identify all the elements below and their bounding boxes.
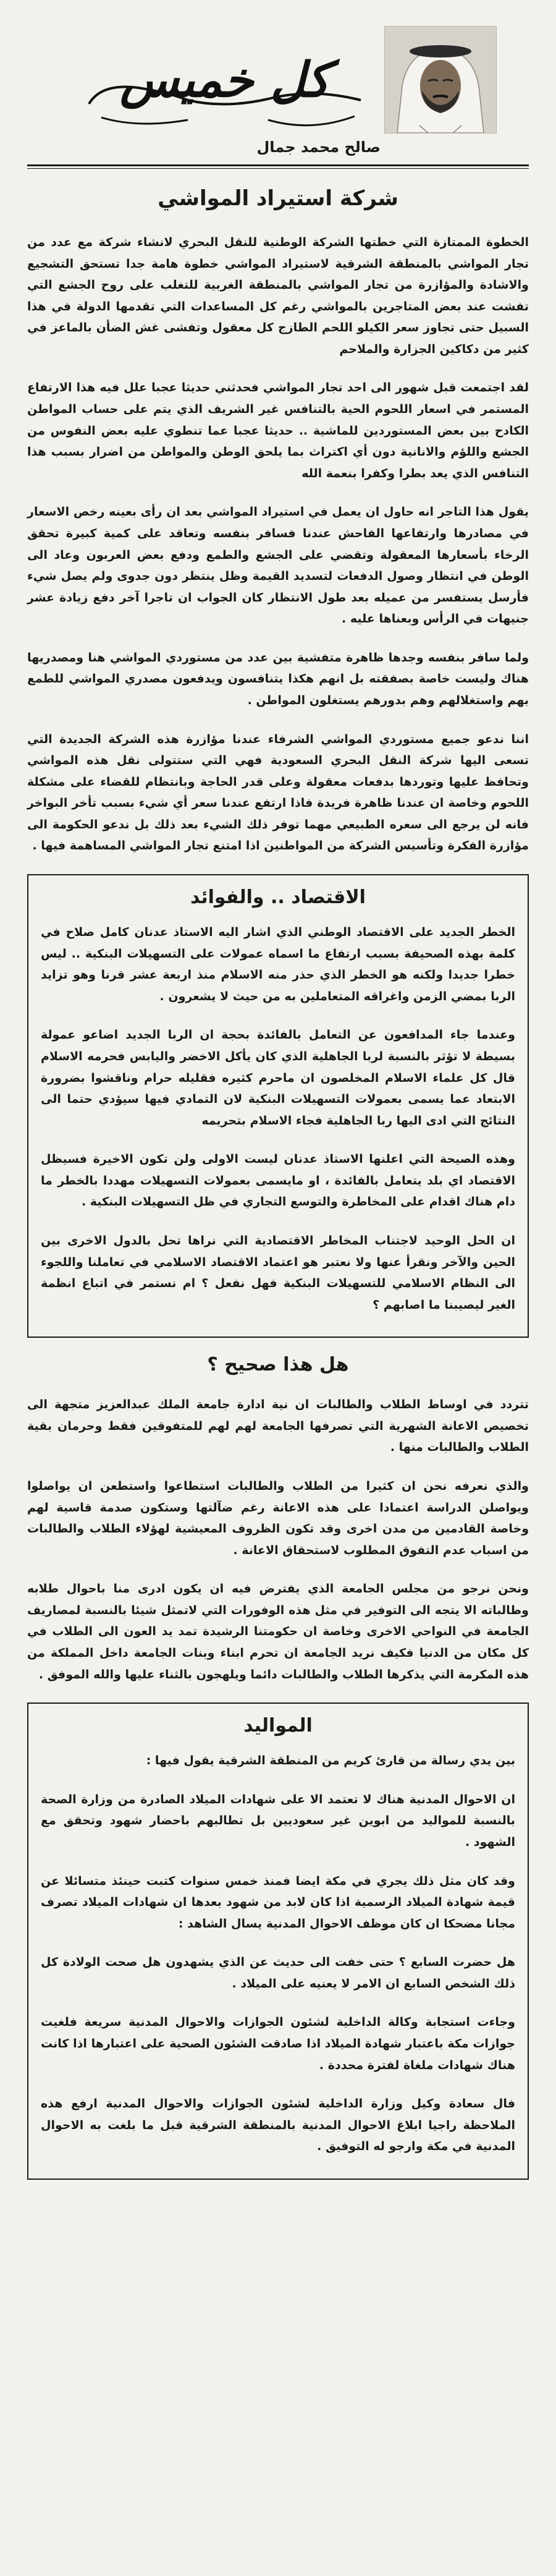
article-paragraph: الخطوة الممتازة التي خطتها الشركة الوطنية للنقل البحري لانشاء شركة مع عدد من تجار المواشي بالمنطقة الشرقية لاستيراد المواشي خطوة هامة جدا تستحق التشجيع والاشادة والمؤازرة من تجار المواشي بالمنطقة الغربية للتغلب على روح الجشع التي تفشت عند بعض المتاجرين بالمواشي رغم كل المساعدات التي تقدمها الدولة في هذا السبيل حتى تجاوز سعر الكيلو اللحم الطازج كل معقول وتفشى غش الضأن بالماعز في كثير من دكاكين الجزارة والملاحم	[27, 236, 529, 356]
births-paragraph: هل حضرت السابع ؟ حتى خفت الى حديث عن الذي يشهدون هل صحت الولادة كل ذلك الشخص السابع ان الامر لا يعنيه على الميلاد .	[41, 1955, 515, 1991]
economy-section	[27, 874, 529, 1338]
column-masthead	[27, 15, 529, 161]
article-paragraph: لقد اجتمعت قبل شهور الى احد تجار المواشي فحدثني حديثا عجبا علل فيه هذا الارتفاع المستمر في اسعار اللحوم الحية بالتنافس غير الشريف الذي يتم على حساب المواطن الكادح بين بعض المستوردين للماشية .. حديثا عجبا عما تنطوي عليه بعض النفوس من الجشع واللؤم والانانية دون أي اكتراث بما يلحق الوطن والمواطن من اضرار بسبب هذا التنافس الذي يعد بطرا وكفرا بنعمة الله	[27, 381, 529, 480]
author-photo-icon	[385, 27, 496, 133]
article-title: شركة استيراد المواشي	[158, 186, 398, 211]
economy-paragraph: وعندما جاء المدافعون عن التعامل بالفائدة بحجة ان الربا الجديد اضاعو عمولة بسيطة لا تؤثر بالنسبة لربا الجاهلية الذي كان يأكل الاخضر واليابس فحرمه الاسلام قال كل علماء الاسلام المخلصون ان ماحرم كثيره فقليله حرام وناقشوا بضرورة الابتعاد عما يسمى بعمولات التسهيلات البنكية لان التمادي فيها سيؤدي حتما الى النتائج التي ادى اليها ربا الجاهلية فجاء الاسلام بتحريمه	[41, 1028, 515, 1128]
header-divider	[27, 164, 529, 166]
is-this-true-section	[27, 1354, 529, 1685]
births-paragraph: فال سعادة وكيل وزارة الداخلية لشئون الجوازات والاحوال المدنية ارفع هذه الملاحظة راجيا ابلاغ الاحوال المدنية بالمنطقة الشرقية قبل ما بلغت به الاحوال المدنية في مكة وارجو له التوفيق .	[41, 2097, 515, 2154]
article-paragraph: اننا ندعو جميع مستوردي المواشي الشرفاء عندنا مؤازرة هذه الشركة الجديدة التي تسعى اليها شركة النقل البحري السعودية فهي التي ستتولى نقل هذه المواشي وتحافظ عليها وتوردها بدفعات معقولة وعلى قدر الحاجة وبانتظام للقضاء على مشكلة اللحوم وخاصة ان عندنا ظاهرة فريدة فاذا ارتفع عندنا سعر أي شيء بسبب تأخر البواخر فانه لن يرجع الى سعره الطبيعي مهما توفر ذلك الشيء بعد ذلك بل ندعو الحكومة الى مؤازرة الفكرة وتأسيس الشركة من المواطنين اذا امتنع تجار المواشي المساهمة فيها .	[27, 732, 529, 853]
column-calligraphy-logo	[64, 40, 385, 138]
column-name-logo	[64, 40, 385, 138]
is-this-true-paragraph: ونحن نرجو من مجلس الجامعة الذي يفترض فيه ان يكون ادرى منا باحوال طلابه وطالباته الا يتجه الى التوفير في مثل هذه الوفورات التي لاتمثل شيئا بالنسبة لمصاريف الجامعة في النواحي الاخرى وخاصة ان حكومتنا الرشيدة تمد يد العون الى الطلاب في كل مكان من الدنيا فكيف نريد الجامعة ان تحرم ابناء وبنات الجامعة داخل المملكة من هذه المكرمة التي يذكرها الطلاب والطالبات دائما ويلهجون بالثناء عليها والله الموفق .	[27, 1582, 529, 1681]
births-section	[27, 1702, 529, 2180]
author-portrait	[384, 26, 497, 134]
is-this-true-paragraph: تتردد في اوساط الطلاب والطالبات ان نية ادارة جامعة الملك عبدالعزيز متجهة الى تخصيص الاعانة الشهرية التي تصرفها الجامعة لهم لهم للمتفوقين فقط وحرمان بقية الطلاب والطالبات منها .	[27, 1398, 529, 1455]
is-this-true-heading: هل هذا صحيح ؟	[207, 1354, 349, 1376]
births-paragraph: ان الاحوال المدنية هناك لا تعتمد الا على شهادات الميلاد الصادرة من وزارة الصحة بالنسبة للمواليد من ابوين غير سعوديين بل تطالبهم باحضار شهود وتحقق مع الشهود .	[41, 1792, 515, 1849]
column-name-text: كل خميس	[120, 52, 330, 108]
economy-paragraph: وهذه الصيحة التي اعلنها الاستاذ عدنان ليست الاولى ولن تكون الاخيرة فسيظل الاقتصاد اي بلد يتعامل بالفائدة ، او مايسمى بعمولات التسهيلات مهددا بالخطر ما دام هناك اقدام على المخاطرة والتوسع التجاري في ظل التسهيلات البنكية .	[41, 1152, 515, 1209]
article-paragraph: يقول هذا التاجر انه حاول ان يعمل في استيراد المواشي بعد ان رأى بعينه رخص الاسعار في مصادرها وارتفاعها الفاحش عندنا فسافر بنفسه وتعاقد على كمية كبيرة تحقق الرخاء بأسعارها المعقولة وتقضي على الجشع والطمع ودفع بعض العربون وعاد الى الوطن في انتظار وصول الدفعات لتسديد القيمة وظل ينتظر دون جدوى ولم يصل شيء فأرسل يستفسر من عميله بعد طول الانتظار كان الجواب ان تاجرا آخر دفع زيادة عشر جنيهات في الرأس وبعناها عليه .	[27, 505, 529, 626]
births-paragraph: وجاءت استجابة وكالة الداخلية لشئون الجوازات والاحوال المدنية سريعة فلغيت جوازات مكة باعتبار شهادة الميلاد اذا صادقت الشئون الصحية على اعتبارها اذا كانت هناك شهادات ملغاة لفترة محددة .	[41, 2015, 515, 2072]
article-paragraph: ولما سافر بنفسه وجدها ظاهرة متفشية بين عدد من مستوردي المواشي هنا ومصدريها هناك وليست خاصة بصفقته بل انهم هكذا يتنافسون ويدفعون مصدري المواشي للطمع بهم واستغلالهم وهم بدورهم يستغلون المواطن .	[27, 650, 529, 707]
article-body	[27, 232, 529, 857]
author-byline: صالح محمد جمال	[256, 138, 381, 156]
economy-heading: الاقتصاد .. والفوائد	[190, 886, 366, 909]
economy-paragraph: ان الحل الوحيد لاجتناب المخاطر الاقتصادية التي نراها تحل بالدول الاخرى بين الحين والآخر ونقرأ عنها ولا نعتبر هو اعتماد الاقتصاد الاسلامي في تعاملنا واللجوء الى النظام الاسلامي للتسهيلات البنكية فهل نفعل ؟ ام نستمر في اتباع انظمة الغير ليصيبنا ما اصابهم ؟	[41, 1233, 515, 1312]
births-paragraph: وقد كان مثل ذلك يجري في مكة ايضا فمنذ خمس سنوات كتبت حينئذ متسائلا عن قيمة شهادة الميلاد الرسمية اذا كان لابد من شهود بعدها ان شهادات الميلاد تصرف مجانا مضحكا ان كان موظف الاحوال المدنية يسال الشاهد :	[41, 1874, 515, 1931]
births-heading: المواليد	[243, 1715, 313, 1737]
header-divider-thin	[27, 168, 529, 169]
is-this-true-paragraph: والذي نعرفه نحن ان كثيرا من الطلاب والطالبات استطاعوا واستطعن ان يواصلوا ويواصلن الدراسة اعتمادا على هذه الاعانة رغم ضآلتها وستكون صدمة قاسية لهم وخاصة القادمين من مدن اخرى وقد تكون الظروف المعيشية لهؤلاء الطلاب والطالبات من اسباب عدم التفوق المطلوب لاستحقاق الاعانة .	[27, 1479, 529, 1557]
births-paragraph: بين يدي رسالة من قارئ كريم من المنطقة الشرقية يقول فيها :	[146, 1754, 515, 1768]
economy-paragraph: الخطر الجديد على الاقتصاد الوطني الذي اشار اليه الاستاذ عدنان كامل صلاح في كلمة بهذه الصحيفة بسبب ارتفاع ما اسماه عمولات على التسهيلات البنكية .. ليس خطرا جديدا ولكنه هو الخطر الذي حذر منه الاسلام منذ اربعة عشر قرنا وهو تزايد الربا بمضي الزمن واغراقه المتعاملين به من حيث لا يشعرون .	[41, 925, 515, 1003]
